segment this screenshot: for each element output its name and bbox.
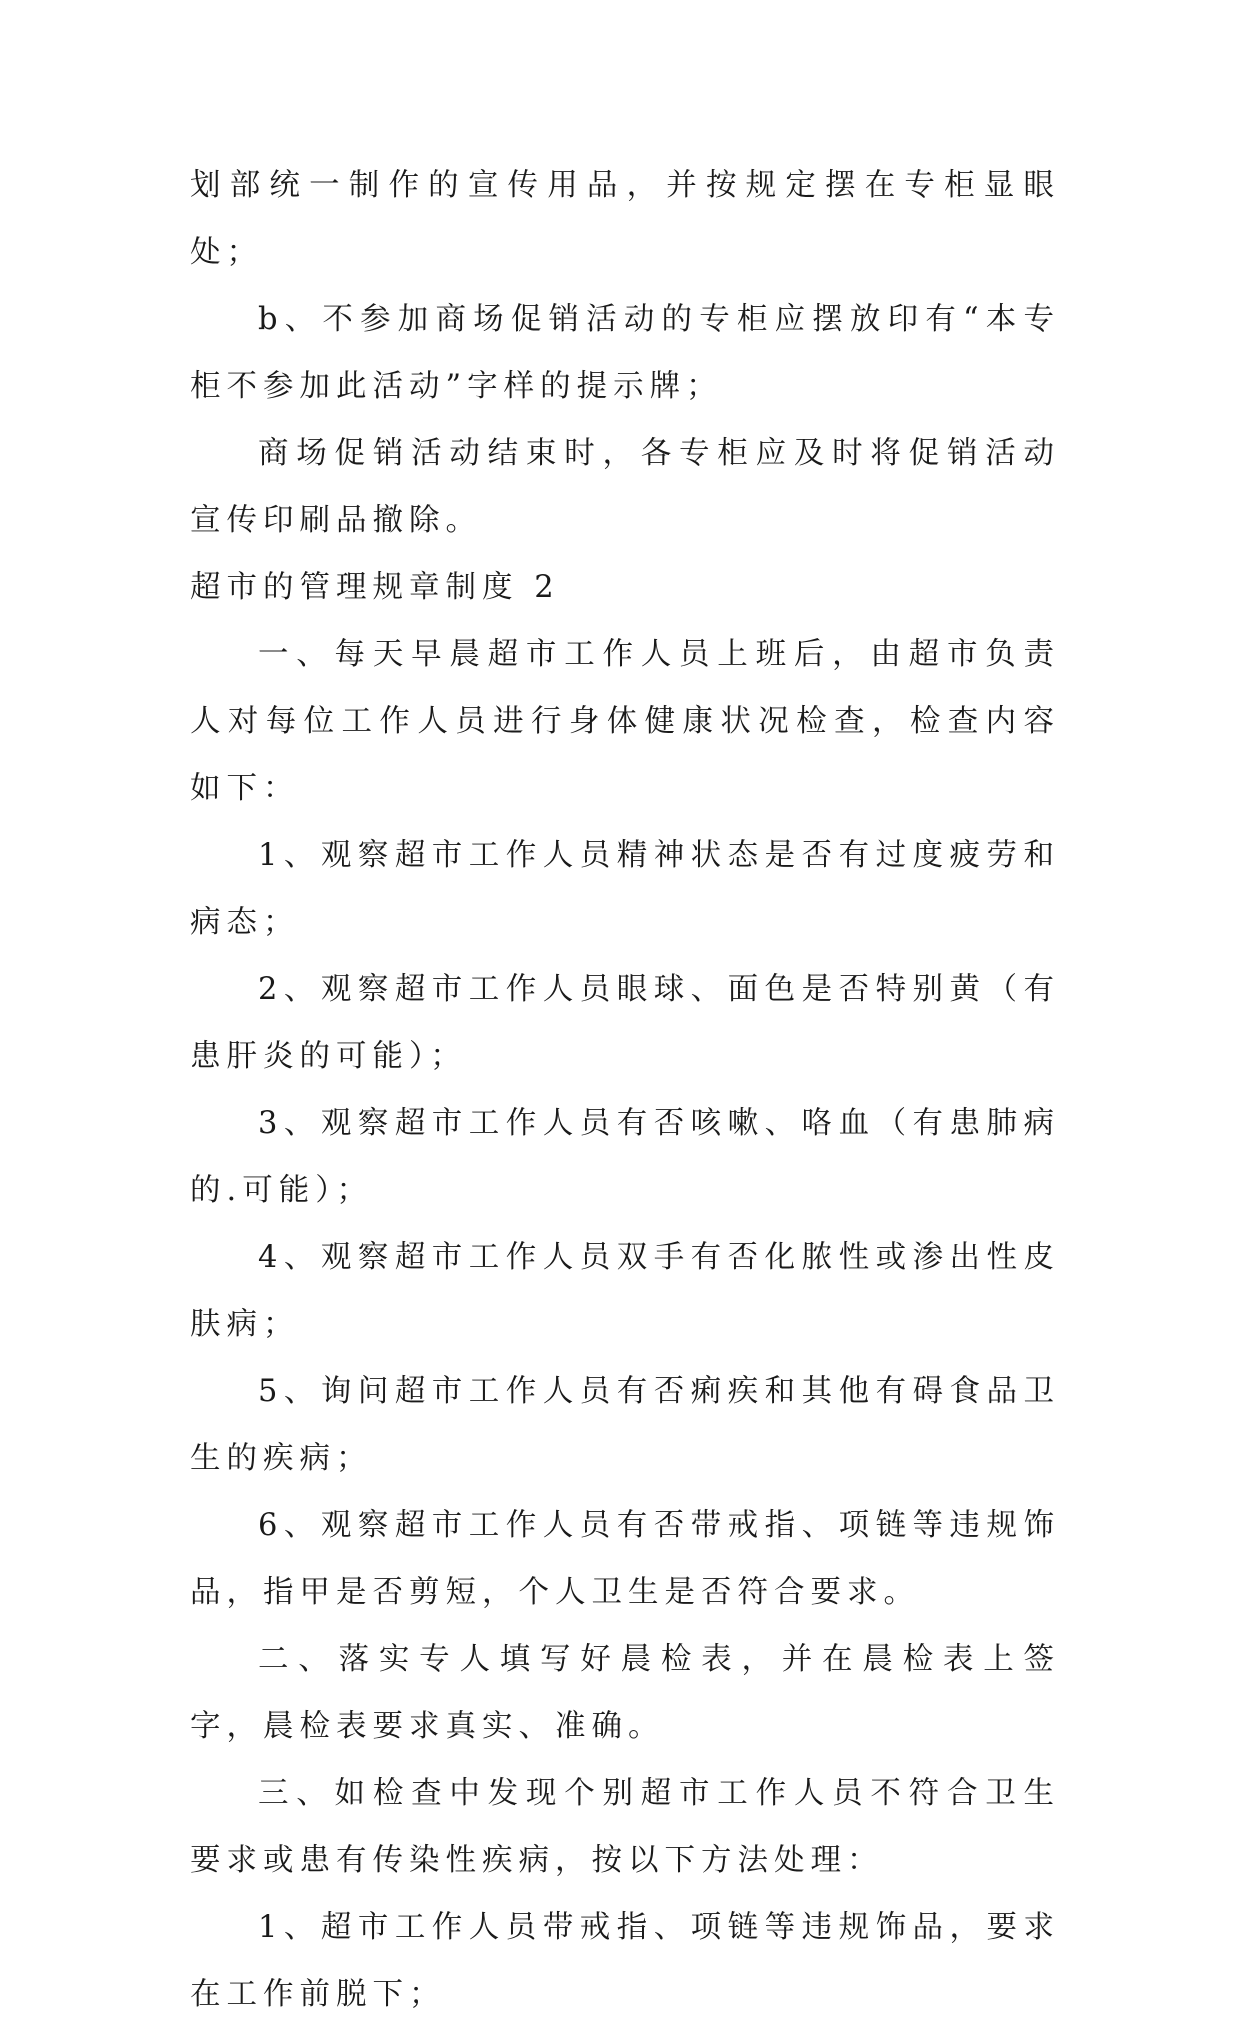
- paragraph-handling-1: 1、超市工作人员带戒指、项链等违规饰品，要求在工作前脱下；: [190, 1910, 1060, 2012]
- paragraph-rule-2: 二、落实专人填写好晨检表，并在晨检表上签字，晨检表要求真实、准确。: [190, 1642, 1060, 1744]
- paragraph-check-1: 1、观察超市工作人员精神状态是否有过度疲劳和病态；: [190, 838, 1060, 940]
- paragraph-promotion-end: 商场促销活动结束时，各专柜应及时将促销活动宣传印刷品撤除。: [190, 436, 1060, 538]
- paragraph-check-3: 3、观察超市工作人员有否咳嗽、咯血（有患肺病的.可能）；: [190, 1106, 1060, 1208]
- paragraph-rule-3: 三、如检查中发现个别超市工作人员不符合卫生要求或患有传染性疾病，按以下方法处理：: [190, 1776, 1060, 1878]
- paragraph-rule-1: 一、每天早晨超市工作人员上班后，由超市负责人对每位工作人员进行身体健康状况检查，检查内容如下：: [190, 637, 1060, 806]
- paragraph-check-4: 4、观察超市工作人员双手有否化脓性或渗出性皮肤病；: [190, 1240, 1060, 1342]
- paragraph-check-2: 2、观察超市工作人员眼球、面色是否特别黄（有患肝炎的可能）；: [190, 972, 1060, 1074]
- paragraph-item-b: b、不参加商场促销活动的专柜应摆放印有“本专柜不参加此活动”字样的提示牌；: [190, 302, 1060, 404]
- section-heading: 超市的管理规章制度 2: [190, 570, 560, 605]
- paragraph-check-6: 6、观察超市工作人员有否带戒指、项链等违规饰品，指甲是否剪短，个人卫生是否符合要求。: [190, 1508, 1060, 1610]
- paragraph-continuation: 划部统一制作的宣传用品，并按规定摆在专柜显眼处；: [190, 168, 1060, 270]
- paragraph-check-5: 5、询问超市工作人员有否痢疾和其他有碍食品卫生的疾病；: [190, 1374, 1060, 1476]
- document-body: [190, 152, 1060, 2028]
